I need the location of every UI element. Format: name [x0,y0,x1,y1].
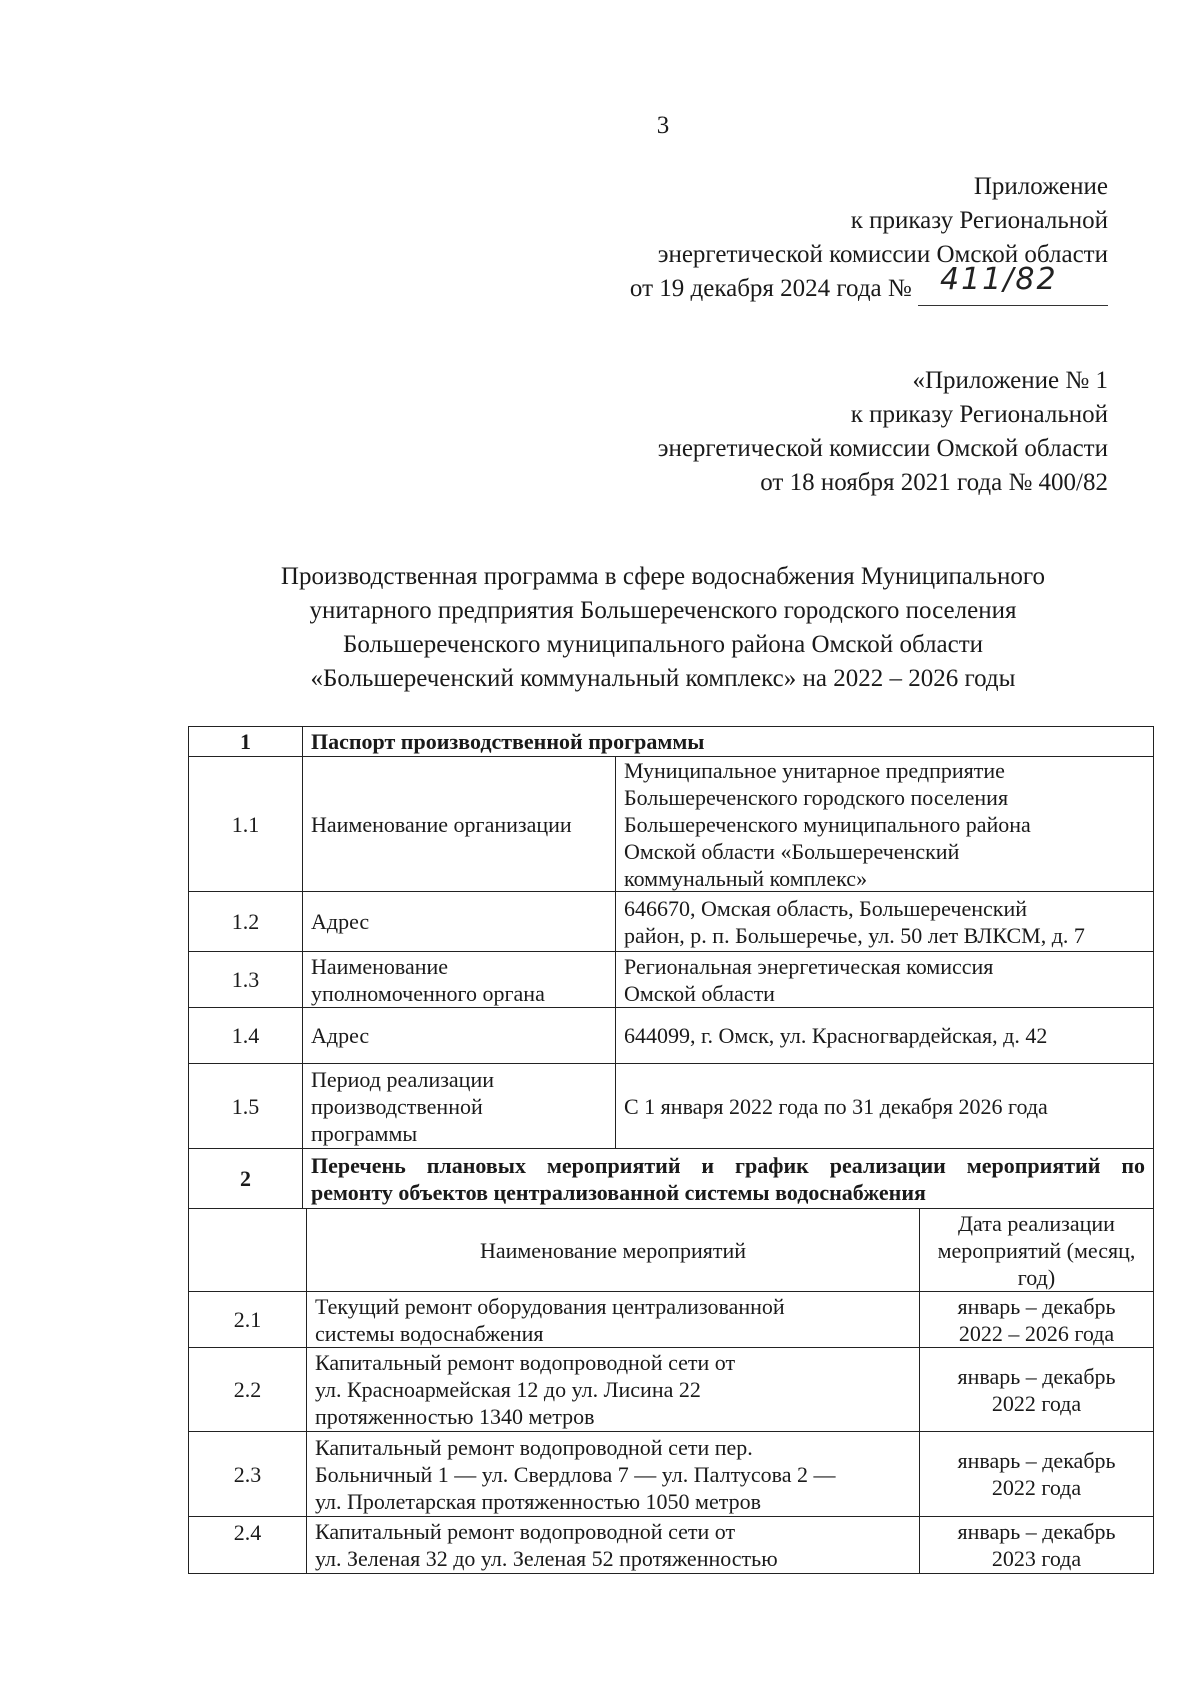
name-line: Капитальный ремонт водопроводной сети пер. [315,1434,753,1460]
date-line: 2022 – 2026 года [958,1320,1115,1346]
activity-name [306,1291,919,1347]
program-table [188,726,1154,1596]
row-number: 2.4 [188,1516,306,1574]
empty-header-cell [188,1208,306,1291]
activity-date [919,1347,1154,1431]
date-line: январь – декабрь [957,1363,1116,1389]
name-line: Капитальный ремонт водопроводной сети от [315,1350,736,1375]
annex-line: энергетической комиссии Омской области [657,241,1108,268]
order-number-field [918,262,1108,306]
activity-date [919,1291,1154,1347]
handwritten-order-number: 411/82 [940,262,1058,297]
header-line: Дата реализации [958,1210,1115,1236]
value-line: 644099, г. Омск, ул. Красногвардейская, д. 42 [624,1023,1048,1048]
title-line: унитарного предприятия Большереченского городского поселения [309,597,1017,624]
value-line: Региональная энергетическая комиссия [624,953,994,979]
original-annex-line: от 18 ноября 2021 года № 400/82 [760,469,1108,496]
original-annex-line: «Приложение № 1 [912,367,1108,394]
date-line: 2022 года [991,1390,1082,1416]
value-line: район, р. п. Большеречье, ул. 50 лет ВЛКСМ, д. 7 [624,922,1085,948]
column-header-name: Наименование мероприятий [306,1208,919,1291]
label-line: уполномоченного органа [311,980,545,1006]
row-number: 2.2 [188,1347,306,1431]
header-line: год) [1017,1264,1056,1290]
row-label [302,891,615,951]
row-number: 2.3 [188,1431,306,1516]
original-annex-line: к приказу Региональной [850,401,1108,428]
name-line: ул. Пролетарская протяженностью 1050 метров [315,1488,762,1514]
document-title [0,560,1200,696]
title-line: Производственная программа в сфере водоснабжения Муниципального [280,563,1046,590]
label-line: производственной [311,1093,483,1119]
label-line: Адрес [311,1023,370,1048]
date-line: 2022 года [991,1475,1082,1500]
name-line: ул. Красноармейская 12 до ул. Лисина 22 [315,1377,701,1402]
row-number: 1.2 [188,891,302,951]
row-number: 1.4 [188,1007,302,1063]
row-value [615,951,1154,1007]
value-line: С 1 января 2022 года по 31 декабря 2026 года [624,1093,1048,1119]
section-title [302,1148,1154,1208]
column-header-date [919,1208,1154,1291]
date-line: январь – декабрь [957,1293,1116,1319]
annex-date-line [629,262,1108,306]
section-number: 2 [188,1148,302,1208]
row-value [615,1007,1154,1063]
page-number: 3 [656,112,670,139]
row-number: 1.3 [188,951,302,1007]
activity-name [306,1516,919,1574]
annex-line: Приложение [973,173,1108,200]
original-annex-line: энергетической комиссии Омской области [657,435,1108,462]
title-line: Перечень плановых мероприятий и график реализации мероприятий по [311,1152,1145,1178]
value-line: Муниципальное унитарное предприятие [624,757,1005,783]
title-line: Большереченского муниципального района Омской области [342,631,984,658]
row-number: 2.1 [188,1291,306,1347]
value-line: Большереченского городского поселения [624,784,1009,810]
activity-name [306,1347,919,1431]
value-line: 646670, Омская область, Большереченский [624,895,1027,921]
row-value [615,1063,1154,1148]
label-line: Наименование [311,953,449,979]
annex-line: к приказу Региональной [850,207,1108,234]
activity-date [919,1431,1154,1516]
label-line: Адрес [311,909,370,934]
name-line: Текущий ремонт оборудования централизованной [315,1293,785,1319]
row-label [302,756,615,891]
name-line: протяженностью 1340 метров [315,1404,595,1429]
annex-date-text: от 19 декабря 2024 года № [629,275,912,302]
header-line: мероприятий (месяц, [937,1237,1136,1263]
date-line: 2023 года [991,1546,1082,1571]
value-line: Омской области [624,980,775,1006]
row-value [615,756,1154,891]
name-line: ул. Зеленая 32 до ул. Зеленая 52 протяженностью [315,1546,778,1571]
row-value [615,891,1154,951]
title-line: ремонту объектов централизованной системы водоснабжения [311,1179,926,1205]
activity-date [919,1516,1154,1574]
row-number: 1.5 [188,1063,302,1148]
activity-name [306,1431,919,1516]
name-line: Капитальный ремонт водопроводной сети от [315,1519,736,1544]
section-number: 1 [188,726,302,756]
label-line: Период реализации [311,1066,495,1092]
name-line: Больничный 1 — ул. Свердлова 7 — ул. Палтусова 2 — [315,1461,836,1487]
row-number: 1.1 [188,756,302,891]
title-line: «Большереченский коммунальный комплекс» на 2022 – 2026 годы [310,665,1016,692]
name-line: системы водоснабжения [315,1320,544,1346]
value-line: коммунальный комплекс» [624,865,868,891]
label-line: Наименование организации [311,811,572,837]
row-label [302,1063,615,1148]
value-line: Большереченского муниципального района [624,811,1031,837]
label-line: программы [311,1120,418,1146]
original-annex-header [658,364,1108,500]
section-title: Паспорт производственной программы [302,726,1154,756]
date-line: январь – декабрь [957,1448,1116,1473]
annex-header [630,170,1108,306]
value-line: Омской области «Большереченский [624,838,960,864]
row-label [302,1007,615,1063]
date-line: январь – декабрь [957,1519,1116,1544]
row-label [302,951,615,1007]
